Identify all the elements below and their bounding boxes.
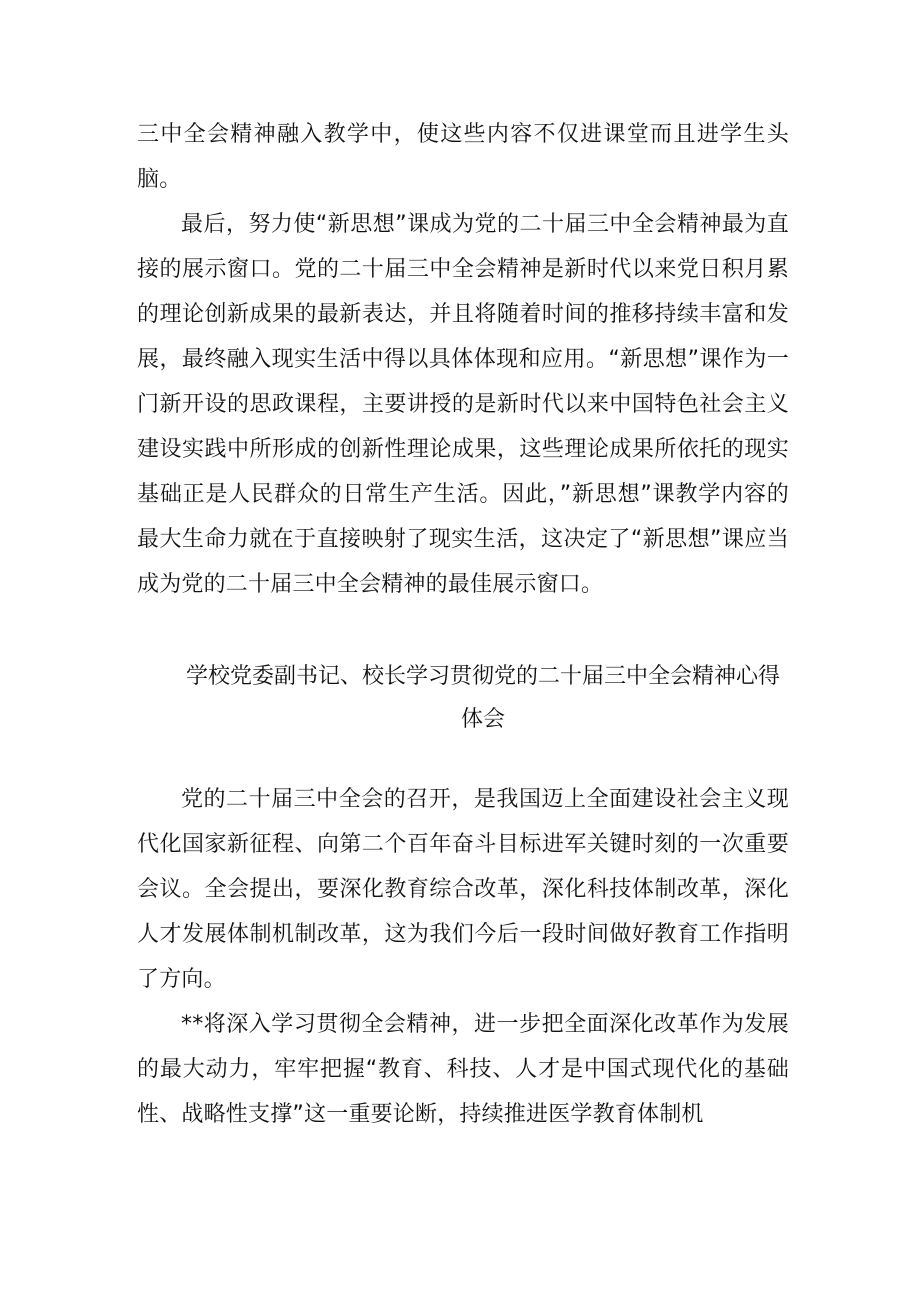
body-paragraph: 党的二十届三中全会的召开，是我国迈上全面建设社会主义现代化国家新征程、向第二个百年奋斗目标进军关键时刻的一次重要会议。全会提出，要深化教育综合改革，深化科技体制改革，深化人才发展体制机制改革，这为我们今后一段时间做好教育工作指明了方向。 <box>137 787 789 992</box>
document-body <box>137 112 789 1137</box>
section-title: 学校党委副书记、校长学习贯彻党的二十届三中全会精神心得体会 <box>185 664 780 732</box>
body-paragraph: 三中全会精神融入教学中，使这些内容不仅进课堂而且进学生头脑。 <box>137 122 789 192</box>
body-paragraph: 最后，努力使“新思想”课成为党的二十届三中全会精神最为直接的展示窗口。党的二十届三中全会精神是新时代以来党日积月累的理论创新成果的最新表达，并且将随着时间的推移持续丰富和发展，最终融入现实生活中得以具体体现和应用。“新思想”课作为一门新开设的思政课程，主要讲授的是新时代以来中国特色社会主义建设实践中所形成的创新性理论成果，这些理论成果所依托的现实基础正是人民群众的日常生产生活。因此，”新思想”课教学内容的最大生命力就在于直接映射了现实生活，这决定了“新思想”课应当成为党的二十届三中全会精神的最佳展示窗口。 <box>137 212 789 597</box>
body-paragraph: **将深入学习贯彻全会精神，进一步把全面深化改革作为发展的最大动力，牢牢把握“教育、科技、人才是中国式现代化的基础性、战略性支撑”这一重要论断，持续推进医学教育体制机 <box>137 1012 789 1127</box>
spacer <box>137 741 789 777</box>
